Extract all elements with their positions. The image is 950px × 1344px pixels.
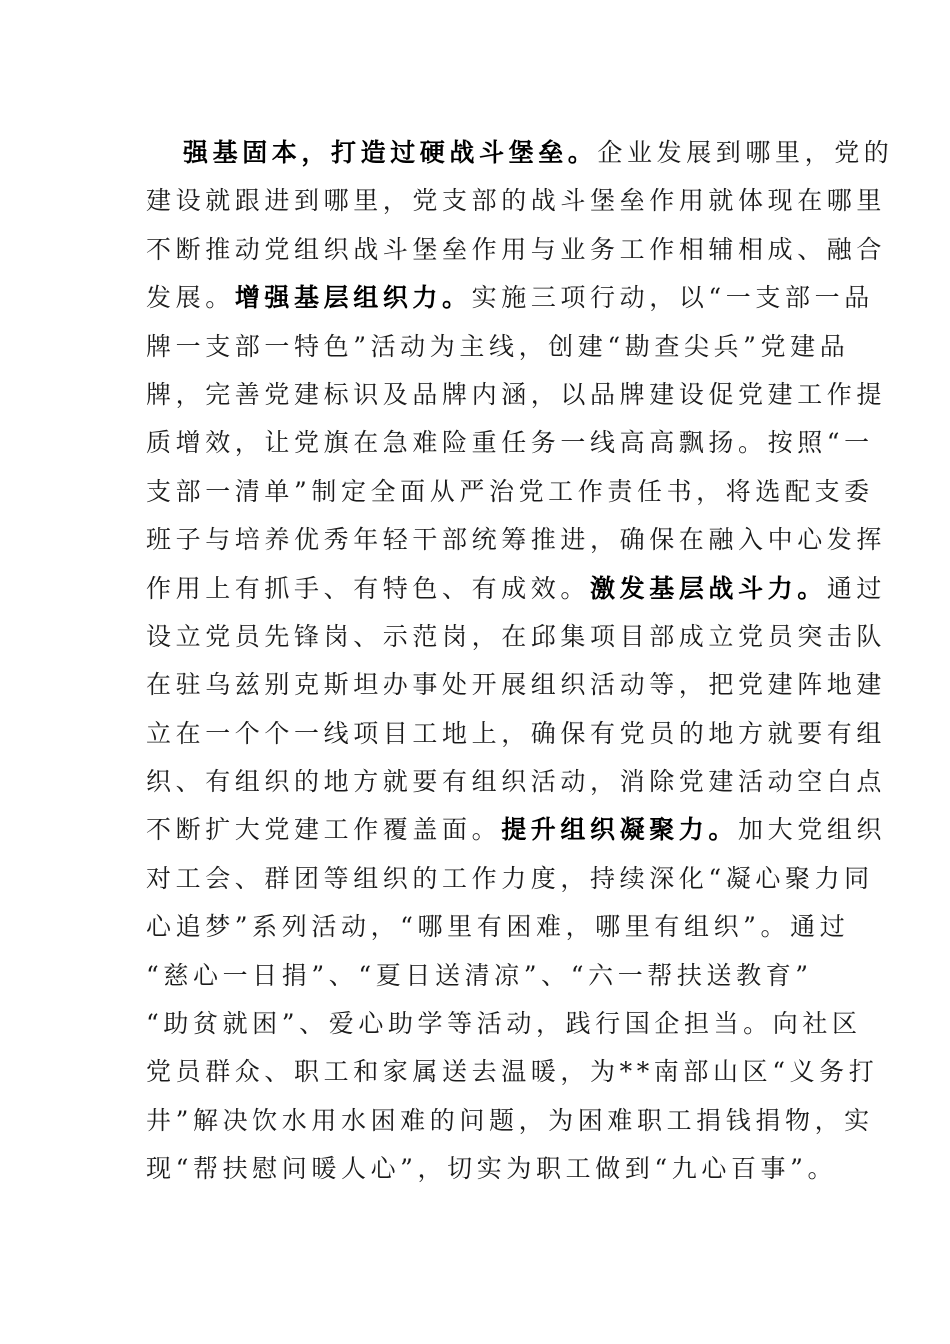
text-line (146, 806, 887, 854)
body-text: 党员群众、职工和家属送去温暖，为**南部山区“义务打 (146, 1057, 879, 1087)
body-text: 立在一个个一线项目工地上，确保有党员的地方就要有组 (146, 718, 887, 748)
bold-heading-text: 激发基层战斗力。 (590, 573, 827, 603)
text-line (146, 1048, 879, 1096)
bold-heading-text: 强基固本，打造过硬战斗堡垒。 (183, 138, 598, 167)
text-line (146, 371, 887, 419)
body-text: 现“帮扶慰问暖人心”，切实为职工做到“九心百事”。 (146, 1154, 838, 1184)
text-line (146, 468, 874, 516)
body-text: 支部一清单”制定全面从严治党工作责任书，将选配支委 (146, 476, 874, 506)
text-line (146, 903, 850, 951)
body-text: 对工会、群团等组织的工作力度，持续深化“凝心聚力同 (146, 863, 874, 893)
body-text: 不断扩大党建工作覆盖面。 (146, 815, 502, 845)
text-line (146, 710, 887, 758)
text-line (146, 226, 887, 274)
body-text: 牌，完善党建标识及品牌内涵，以品牌建设促党建工作提 (146, 379, 887, 409)
body-text: 织、有组织的地方就要有组织活动，消除党建活动空白点 (146, 767, 887, 797)
body-text: 设立党员先锋岗、示范岗，在邱集项目部成立党员突击队 (146, 621, 887, 651)
body-text: 企业发展到哪里，党的 (597, 138, 894, 167)
body-paragraph (146, 129, 894, 1194)
body-text: 加大党组织 (738, 815, 887, 845)
text-line (146, 613, 887, 661)
body-text: 实施三项行动，以“一支部一品 (471, 283, 874, 313)
text-line (146, 516, 887, 564)
text-line (146, 323, 850, 371)
body-text: 井”解决饮水用水困难的问题，为困难职工捐钱捐物，实 (146, 1105, 874, 1135)
text-line (146, 1145, 838, 1193)
body-text: 建设就跟进到哪里，党支部的战斗堡垒作用就体现在哪里 (146, 186, 887, 216)
body-text: 心追梦”系列活动，“哪里有困难，哪里有组织”。通过 (146, 912, 850, 942)
body-text: 牌一支部一特色”活动为主线，创建“勘查尖兵”党建品 (146, 331, 850, 361)
text-line (146, 274, 874, 322)
body-text: 不断推动党组织战斗堡垒作用与业务工作相辅相成、融合 (146, 234, 887, 264)
body-text: 质增效，让党旗在急难险重任务一线高高飘扬。按照“一 (146, 428, 874, 458)
text-line (146, 177, 887, 225)
text-line (146, 855, 874, 903)
bold-heading-text: 增强基层组织力。 (234, 283, 472, 313)
text-line (146, 758, 887, 806)
bold-heading-text: 提升组织凝聚力。 (501, 815, 739, 845)
body-text: “慈心一日捐”、“夏日送清凉”、“六一帮扶送教育” (146, 960, 813, 990)
body-text: 发展。 (146, 283, 235, 313)
text-line (146, 661, 887, 709)
body-text: 班子与培养优秀年轻干部统筹推进，确保在融入中心发挥 (146, 525, 887, 555)
body-text: 通过 (826, 573, 887, 603)
text-line (146, 419, 874, 467)
body-text: 作用上有抓手、有特色、有成效。 (146, 573, 591, 603)
text-line (146, 1000, 862, 1048)
text-line (146, 952, 813, 1000)
text-line (146, 565, 887, 613)
body-text: 在驻乌兹别克斯坦办事处开展组织活动等，把党建阵地建 (146, 670, 887, 700)
body-text: “助贫就困”、爱心助学等活动，践行国企担当。向社区 (146, 1009, 862, 1039)
text-line (146, 129, 894, 177)
text-line (146, 1097, 874, 1145)
